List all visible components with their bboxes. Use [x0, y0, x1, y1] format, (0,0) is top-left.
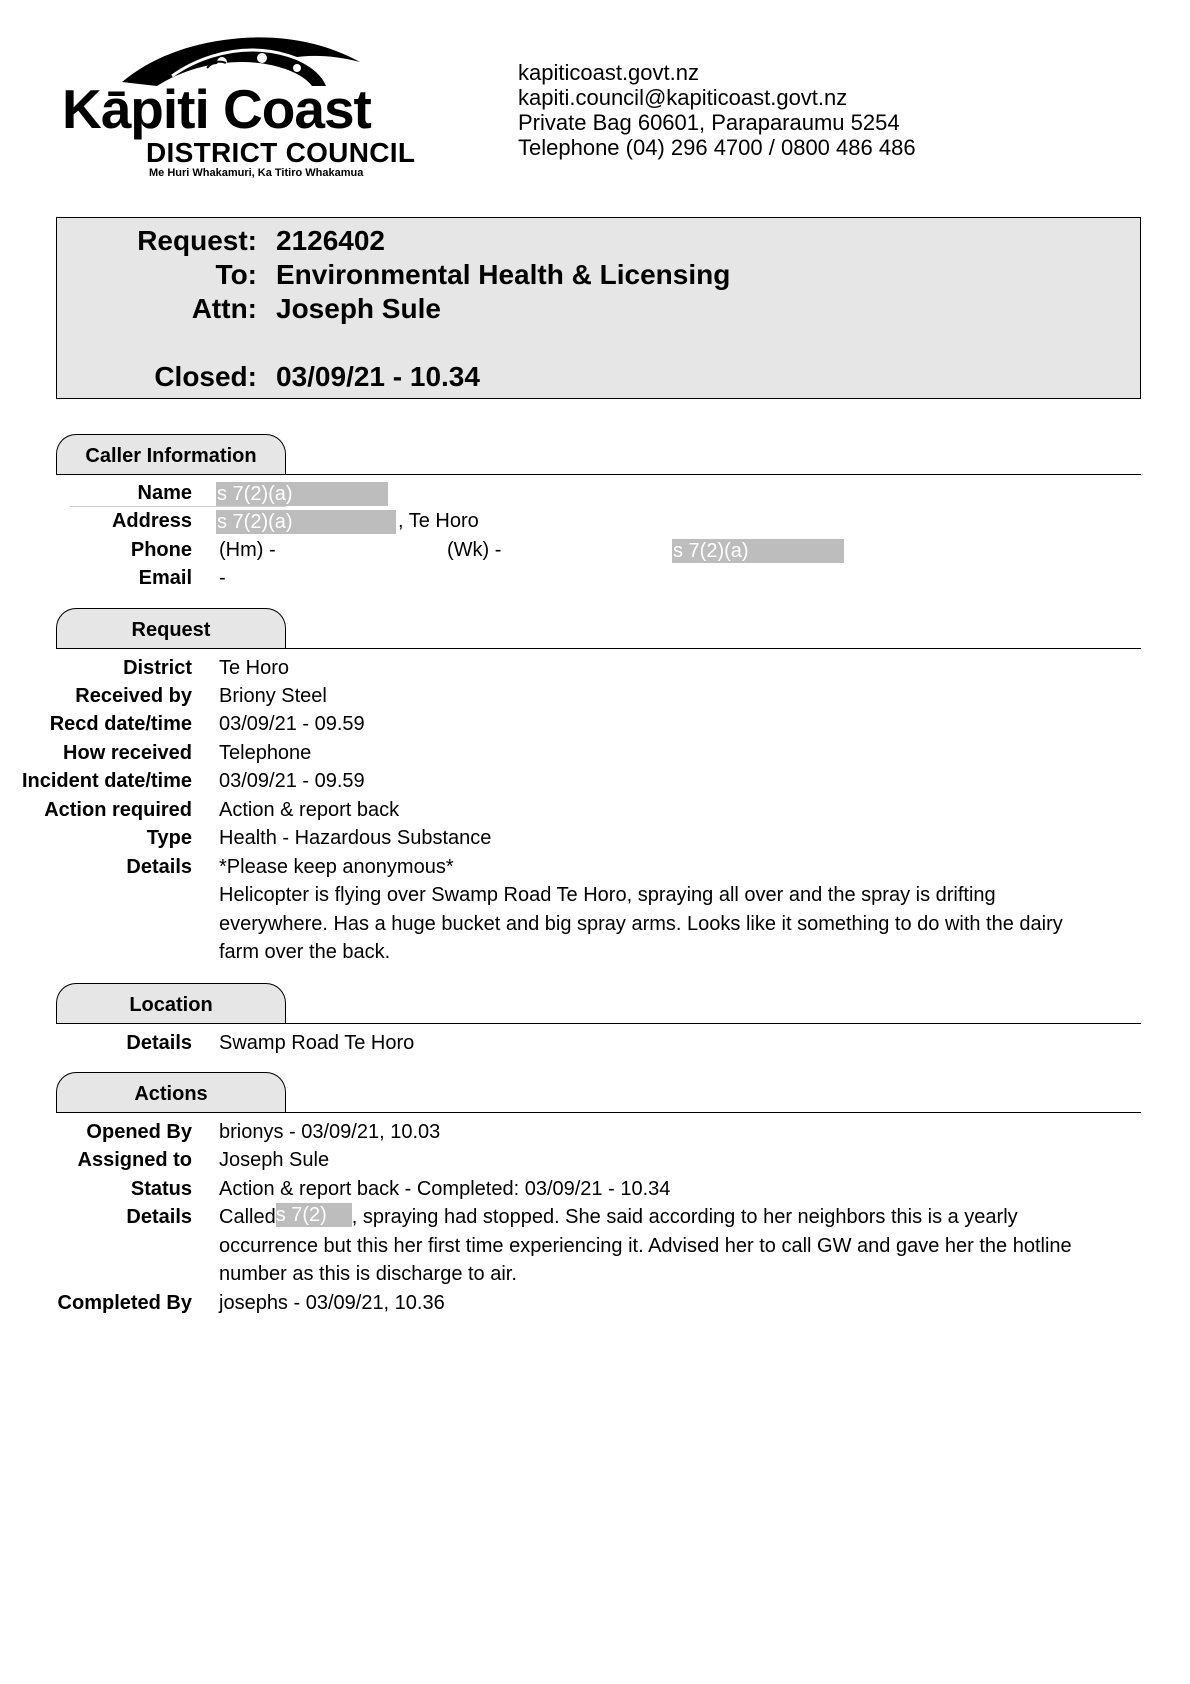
status-value: Action & report back - Completed: 03/09/21 - 10.34 — [219, 1178, 671, 1200]
request-field-value: Action & report back — [219, 799, 400, 821]
location-section-rule — [56, 1023, 1141, 1024]
attn-label: Attn: — [191, 293, 257, 324]
request-field-value: *Please keep anonymous* — [219, 856, 454, 878]
logo-wordmark: Kāpiti Coast — [62, 78, 371, 140]
request-field-label: Details — [126, 856, 192, 878]
request-field-value: Briony Steel — [219, 685, 327, 707]
caller-phone-work: (Wk) - — [447, 539, 502, 561]
action-details-text — [219, 1203, 1099, 1289]
caller-address-suffix: , Te Horo — [398, 510, 479, 532]
logo-district-text: DISTRICT COUNCIL — [146, 137, 416, 168]
logo-tagline: Me Huri Whakamuri, Ka Titiro Whakamua — [149, 167, 364, 179]
caller-phone-redaction: s 7(2)(a) — [672, 539, 844, 563]
location-details-label: Details — [126, 1032, 192, 1054]
request-field-label: Received by — [75, 685, 192, 707]
request-number: 2126402 — [276, 225, 386, 256]
caller-phone-label: Phone — [130, 539, 192, 561]
closed-label: Closed: — [154, 361, 257, 392]
assigned-to-value: Joseph Sule — [219, 1149, 330, 1171]
assigned-to-label: Assigned to — [77, 1149, 192, 1171]
caller-address-label: Address — [111, 510, 192, 532]
council-logo — [62, 32, 416, 182]
opened-by-value: brionys - 03/09/21, 10.03 — [219, 1121, 441, 1143]
to-value: Environmental Health & Licensing — [276, 259, 731, 290]
actions-section-rule — [56, 1112, 1141, 1113]
request-field-value: 03/09/21 - 09.59 — [219, 770, 365, 792]
caller-phone-home: (Hm) - — [219, 539, 276, 561]
caller-address-redaction: s 7(2)(a) — [216, 510, 396, 534]
attn-value: Joseph Sule — [276, 293, 441, 324]
action-details-prefix: Called — [219, 1206, 276, 1228]
caller-email-label: Email — [138, 567, 192, 589]
completed-by-label: Completed By — [57, 1292, 192, 1314]
status-label: Status — [130, 1178, 192, 1200]
request-field-label: District — [123, 657, 192, 679]
request-field-label: Type — [146, 827, 192, 849]
request-tab: Request — [56, 608, 286, 648]
action-details-redaction: s 7(2) — [276, 1203, 352, 1227]
telephone: Telephone (04) 296 4700 / 0800 486 486 — [518, 135, 916, 160]
postal-address: Private Bag 60601, Paraparaumu 5254 — [518, 110, 900, 135]
request-label: Request: — [137, 225, 257, 256]
action-details-label: Details — [126, 1206, 192, 1228]
caller-name-redaction: s 7(2)(a) — [216, 482, 388, 506]
request-section-rule — [56, 648, 1141, 649]
caller-name-label: Name — [137, 482, 192, 504]
request-field-value: Telephone — [219, 742, 312, 764]
location-details-value: Swamp Road Te Horo — [219, 1032, 415, 1054]
request-details-text: Helicopter is flying over Swamp Road Te Horo, spraying all over and the spray is drifting everywhere. Has a huge bucket and big spray arms. Looks like it something to do with the dairy farm over the back. — [219, 884, 1063, 963]
to-label: To: — [215, 259, 257, 290]
faint-divider — [70, 506, 286, 507]
location-tab: Location — [56, 983, 286, 1023]
caller-information-tab: Caller Information — [56, 434, 286, 474]
request-field-value: 03/09/21 - 09.59 — [219, 713, 365, 735]
request-field-label: Incident date/time — [21, 770, 192, 792]
request-field-label: Action required — [44, 799, 192, 821]
caller-email-value: - — [219, 567, 226, 589]
action-details-body: , spraying had stopped. She said according to her neighbors this is a yearly occurrence but this her first time experiencing it. Advised her to call GW and gave her the hotline number as this is discharge to air. — [219, 1206, 1072, 1285]
request-field-value: Health - Hazardous Substance — [219, 827, 492, 849]
website-link[interactable]: kapiticoast.govt.nz — [518, 60, 699, 85]
email-link[interactable]: kapiti.council@kapiticoast.govt.nz — [518, 85, 848, 110]
opened-by-label: Opened By — [86, 1121, 192, 1143]
actions-tab: Actions — [56, 1072, 286, 1112]
request-field-label: How received — [63, 742, 192, 764]
caller-section-rule — [56, 474, 1141, 475]
request-field-label: Recd date/time — [49, 713, 192, 735]
request-field-value: Te Horo — [219, 657, 290, 679]
completed-by-value: josephs - 03/09/21, 10.36 — [219, 1292, 445, 1314]
closed-value: 03/09/21 - 10.34 — [276, 361, 480, 392]
request-header-box — [56, 217, 1141, 399]
contact-block — [518, 60, 916, 160]
